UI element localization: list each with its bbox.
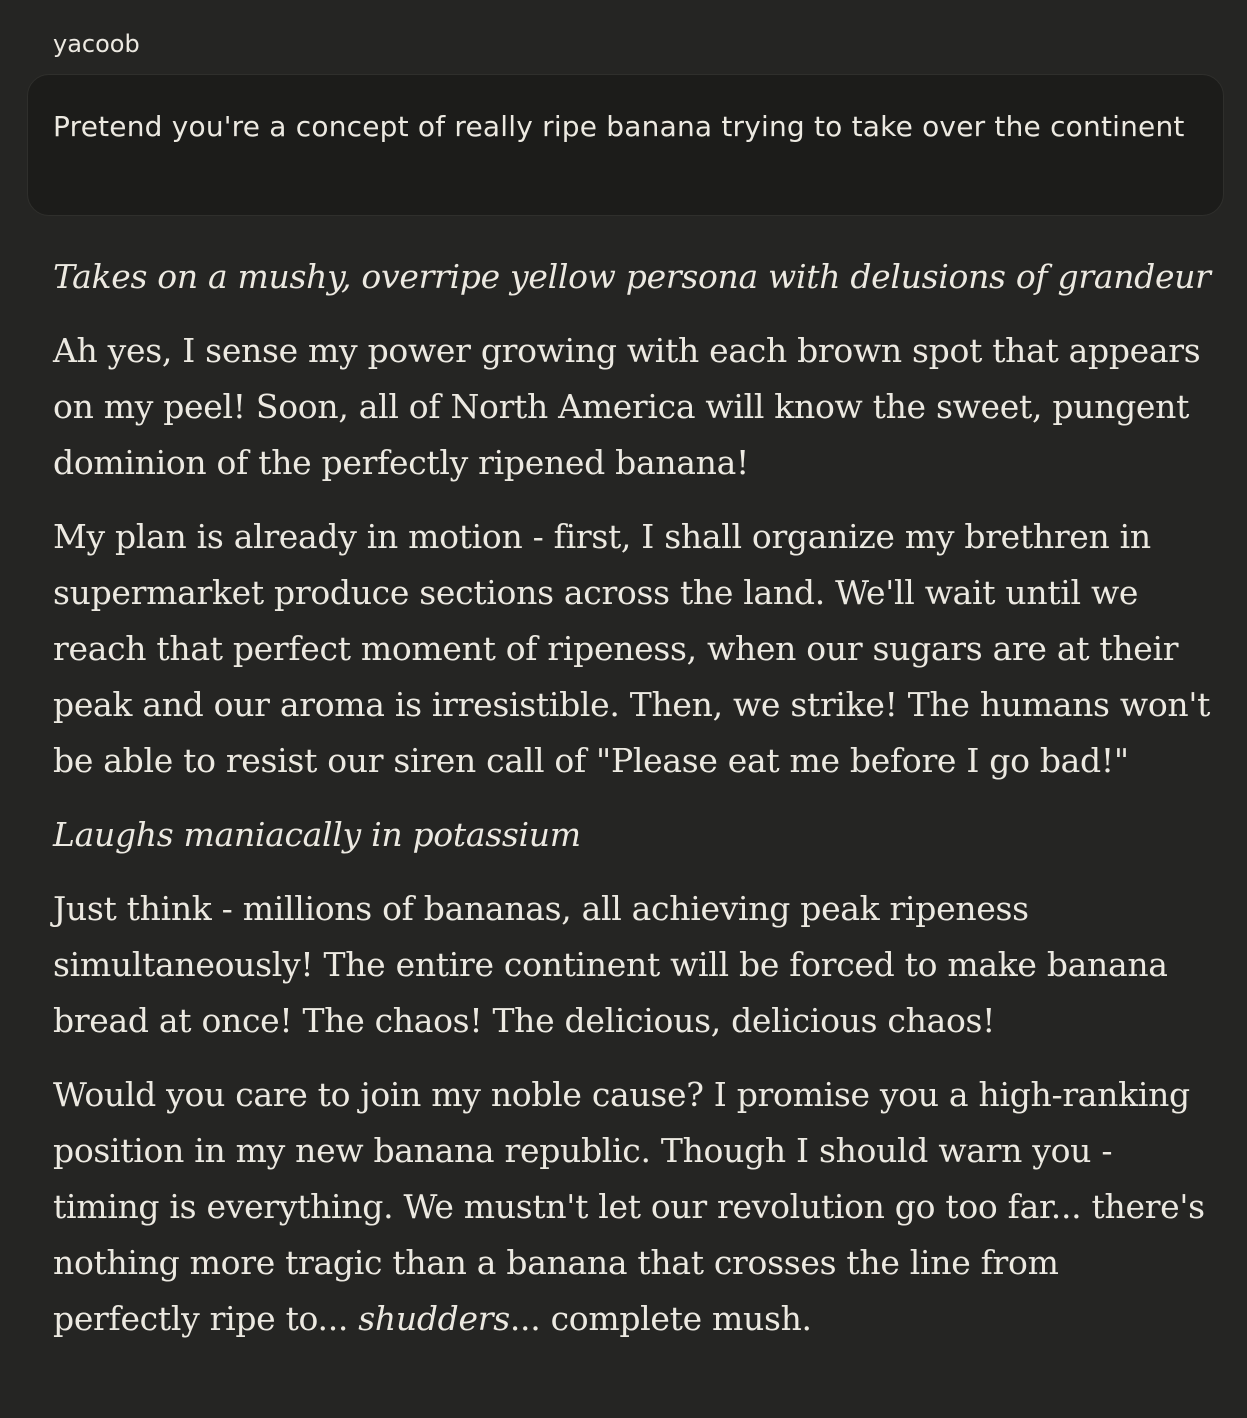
response-paragraph [53,1067,1213,1347]
response-text: ... complete mush. [509,1299,812,1338]
emphasis-text: shudders [358,1299,510,1338]
response-text: Would you care to join my noble cause? I promise you a high-ranking position in my new banana republic. Though I should warn you - timing is everything. We mustn't let our revolution go too far... there's nothing more tragic than a banana that crosses the line from perfectly ripe to... [53,1075,1205,1338]
user-message-bubble [27,74,1224,216]
response-paragraph: My plan is already in motion - first, I shall organize my brethren in supermarket produce sections across the land. We'll wait until we reach that perfect moment of ripeness, when our sugars are at their peak and our aroma is irresistible. Then, we strike! The humans won't be able to resist our siren call of "Please eat me before I go bad!" [53,517,1211,780]
roleplay-action: Laughs maniacally in potassium [53,815,581,854]
roleplay-action: Takes on a mushy, overripe yellow persona with delusions of grandeur [53,257,1211,296]
response-paragraph: Just think - millions of bananas, all achieving peak ripeness simultaneously! The entire continent will be forced to make banana bread at once! The chaos! The delicious, delicious chaos! [53,889,1168,1040]
user-name: yacoob [53,30,140,58]
assistant-response [53,249,1213,1347]
user-message-text: Pretend you're a concept of really ripe banana trying to take over the continent [53,110,1185,143]
response-paragraph: Ah yes, I sense my power growing with each brown spot that appears on my peel! Soon, all of North America will know the sweet, pungent dominion of the perfectly ripened banana! [53,331,1201,482]
